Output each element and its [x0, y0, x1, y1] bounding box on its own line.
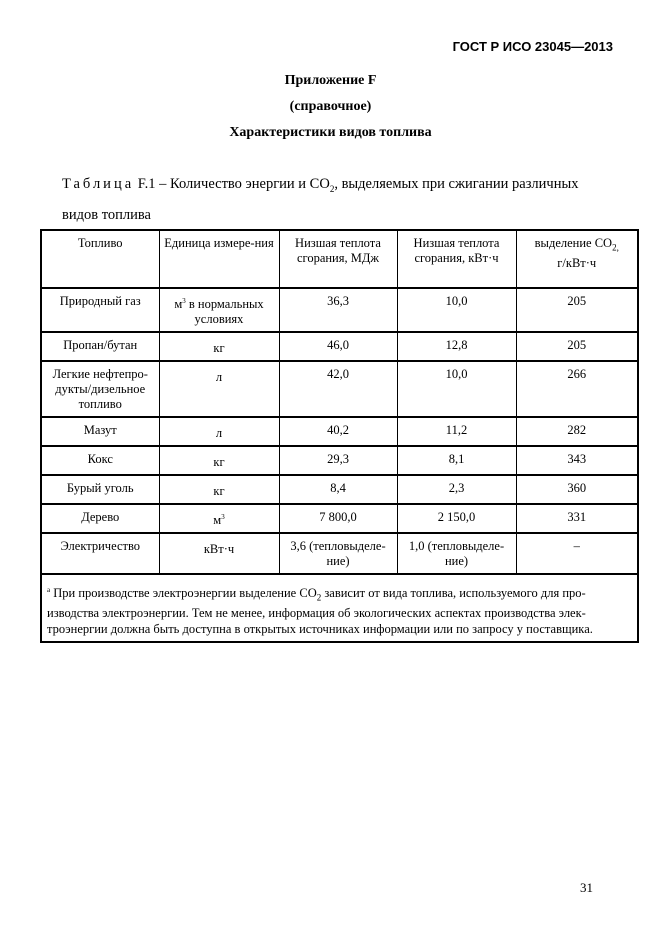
- unit-sup: 3: [221, 513, 225, 521]
- unit-base: кг: [213, 341, 225, 355]
- header-lhv-kwh: Низшая теплота сгорания, кВт·ч: [397, 230, 516, 288]
- cell-co2: 282: [516, 417, 638, 446]
- fuel-table: [40, 229, 639, 643]
- cell-co2: –: [516, 533, 638, 574]
- cell-lhv-mj: 8,4: [279, 475, 397, 504]
- cell-lhv-kwh: 8,1: [397, 446, 516, 475]
- header-co2-label: выделение CO: [534, 236, 613, 250]
- cell-unit: [159, 332, 279, 361]
- cell-fuel: Легкие нефтепро-дукты/дизельное топливо: [41, 361, 159, 417]
- cell-lhv-mj: 7 800,0: [279, 504, 397, 533]
- cell-lhv-kwh: 11,2: [397, 417, 516, 446]
- page-number: 31: [580, 880, 593, 895]
- unit-base: м: [213, 513, 222, 527]
- table-row: [41, 446, 638, 475]
- cell-co2: 205: [516, 332, 638, 361]
- header-co2-unit: г/кВт·ч: [557, 255, 597, 270]
- cell-unit: [159, 504, 279, 533]
- cell-lhv-mj: 36,3: [279, 288, 397, 332]
- footnote-text: При производстве электроэнергии выделение CO: [50, 586, 317, 600]
- cell-unit: [159, 533, 279, 574]
- header-co2-sub: 2,: [612, 242, 619, 253]
- caption-prefix: Таблица: [62, 176, 135, 192]
- table-header-row: [41, 230, 638, 288]
- cell-unit: [159, 475, 279, 504]
- caption-text-end: , выделяемых при сжигании различных: [334, 176, 579, 192]
- cell-lhv-kwh: 1,0 (тепловыделе-ние): [397, 533, 516, 574]
- cell-lhv-mj: 29,3: [279, 446, 397, 475]
- cell-fuel: Природный газ: [41, 288, 159, 332]
- cell-lhv-mj: 40,2: [279, 417, 397, 446]
- unit-base: кг: [213, 484, 225, 498]
- header-unit: Единица измере-ния: [159, 230, 279, 288]
- table-row: [41, 533, 638, 574]
- caption-subscript: 2: [329, 183, 335, 194]
- unit-base: кВт·ч: [203, 542, 235, 556]
- appendix-heading: Характеристики видов топлива: [229, 125, 432, 140]
- appendix-title: Приложение F: [284, 73, 377, 88]
- cell-fuel: Мазут: [41, 417, 159, 446]
- table-row: [41, 361, 638, 417]
- table-row: [41, 288, 638, 332]
- footnote-row: [41, 574, 638, 642]
- table-footnote: [41, 574, 638, 642]
- cell-co2: 331: [516, 504, 638, 533]
- cell-fuel: Бурый уголь: [41, 475, 159, 504]
- cell-fuel: Пропан/бутан: [41, 332, 159, 361]
- table-caption: [62, 171, 622, 228]
- cell-fuel: Кокс: [41, 446, 159, 475]
- cell-lhv-mj: 42,0: [279, 361, 397, 417]
- standard-code: ГОСТ Р ИСО 23045—2013: [452, 39, 613, 54]
- appendix-subtitle: (справочное): [289, 99, 372, 114]
- table-row: [41, 332, 638, 361]
- cell-lhv-kwh: 2,3: [397, 475, 516, 504]
- cell-lhv-kwh: 2 150,0: [397, 504, 516, 533]
- cell-fuel: Дерево: [41, 504, 159, 533]
- cell-lhv-mj: 3,6 (тепловыделе-ние): [279, 533, 397, 574]
- unit-base: кг: [213, 455, 225, 469]
- caption-line2: видов топлива: [62, 206, 151, 223]
- footnote-subscript: 2: [316, 592, 322, 603]
- cell-lhv-kwh: 10,0: [397, 361, 516, 417]
- header-fuel: Топливо: [41, 230, 159, 288]
- cell-unit: [159, 417, 279, 446]
- caption-text: F.1 – Количество энергии и CO: [134, 176, 330, 192]
- table-row: [41, 475, 638, 504]
- header-lhv-mj: Низшая теплота сгорания, МДж: [279, 230, 397, 288]
- cell-co2: 343: [516, 446, 638, 475]
- cell-co2: 360: [516, 475, 638, 504]
- footnote-text-end: зависит от вида топлива, используемого для про-изводства электроэнергии. Тем не менее, информация об экологических аспектах производства элек-троэнергии должна быть доступна в открытых источниках информации или по запросу у поставщика.: [47, 586, 593, 636]
- table-row: [41, 504, 638, 533]
- unit-sup: 3: [182, 297, 186, 305]
- cell-lhv-kwh: 10,0: [397, 288, 516, 332]
- unit-base: м: [174, 297, 183, 311]
- cell-co2: 266: [516, 361, 638, 417]
- cell-fuel: Электричество: [41, 533, 159, 574]
- unit-base: л: [215, 370, 223, 384]
- cell-co2: 205: [516, 288, 638, 332]
- cell-unit: [159, 446, 279, 475]
- cell-unit: [159, 288, 279, 332]
- cell-unit: [159, 361, 279, 417]
- unit-rest: в нормальных условиях: [185, 297, 264, 326]
- table-row: [41, 417, 638, 446]
- cell-lhv-kwh: 12,8: [397, 332, 516, 361]
- header-co2: [516, 230, 638, 288]
- unit-base: л: [215, 426, 223, 440]
- footnote-marker: a: [47, 586, 51, 594]
- cell-lhv-mj: 46,0: [279, 332, 397, 361]
